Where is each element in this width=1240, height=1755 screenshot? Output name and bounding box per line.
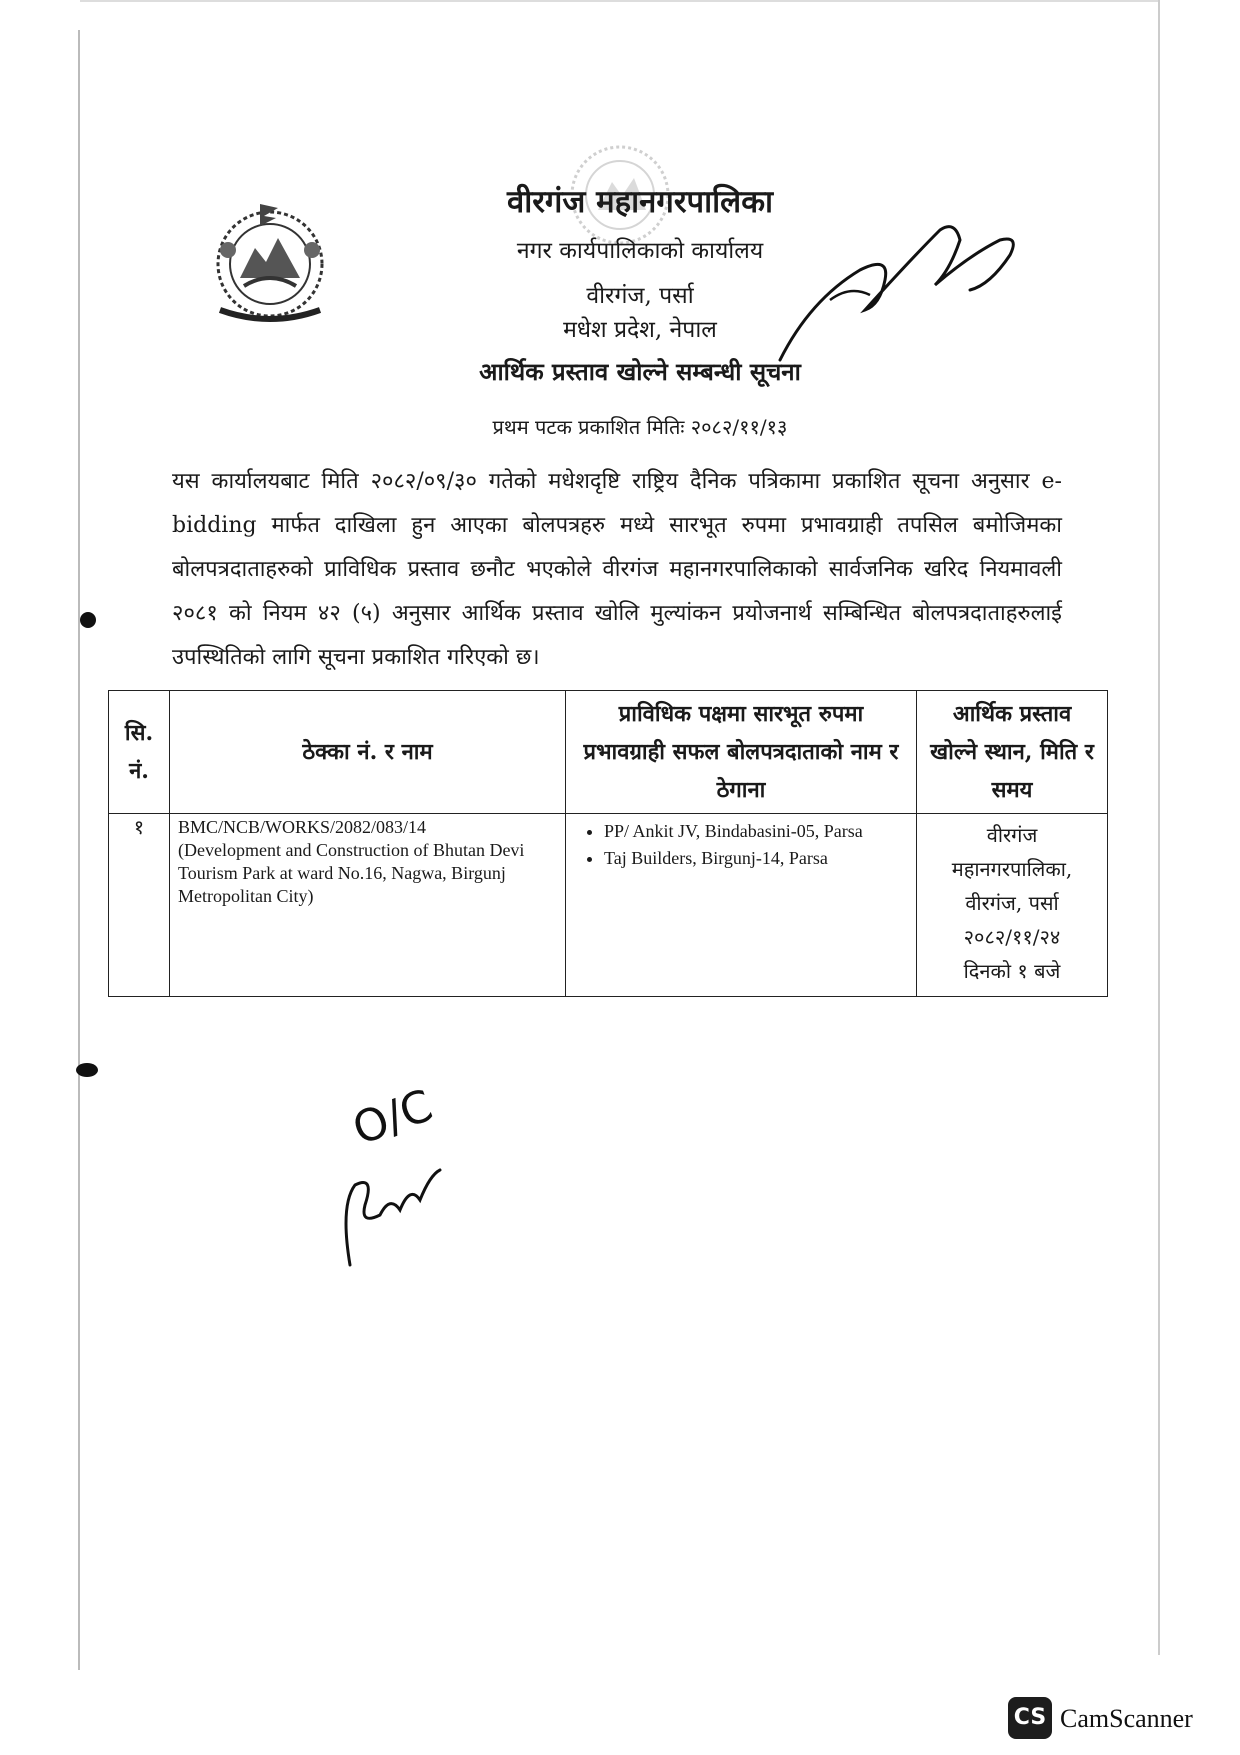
- header-contract: ठेक्का नं. र नाम: [170, 691, 566, 814]
- notice-title: आर्थिक प्रस्ताव खोल्ने सम्बन्धी सूचना: [479, 357, 801, 386]
- bid-opening-table: [108, 690, 1108, 997]
- venue-time: दिनको १ बजे: [963, 959, 1061, 983]
- page-edge-top: [80, 0, 1160, 2]
- notice-body: यस कार्यालयबाट मिति २०८२/०९/३० गतेको मधेशदृष्टि राष्ट्रिय दैनिक पत्रिकामा प्रकाशित सूचना अनुसार e-bidding मार्फत दाखिला हुन आएका बोलपत्रहरु मध्ये सारभूत रुपमा प्रभावग्राही तपसिल बमोजिमका बोलपत्रदाताहरुको प्राविधिक प्रस्ताव छनौट भएकोले वीरगंज महानगरपालिकाको सार्वजनिक खरिद नियमावली २०८१ को नियम ४२ (५) अनुसार आर्थिक प्रस्ताव खोलि मुल्यांकन प्रयोजनार्थ सम्बिन्धित बोलपत्रदाताहरुलाई उपस्थितिको लागि सूचना प्रकाशित गरिएको छ।: [172, 469, 1062, 670]
- handwritten-initials: [320, 1075, 450, 1275]
- office-city: वीरगंज, पर्सा: [586, 283, 694, 309]
- office-province: मधेश प्रदेश, नेपाल: [563, 317, 717, 343]
- header-venue: आर्थिक प्रस्ताव खोल्ने स्थान, मिति र समय: [917, 691, 1108, 814]
- punch-hole-mark: [80, 612, 96, 628]
- header-bidders: प्राविधिक पक्षमा सारभूत रुपमा प्रभावग्राही सफल बोलपत्रदाताको नाम र ठेगाना: [566, 691, 917, 814]
- camscanner-logo: CS: [1008, 1697, 1052, 1739]
- contract-cell: [170, 814, 566, 997]
- table-header-row: [109, 691, 1108, 814]
- bidder-item: • Taj Builders, Birgunj-14, Parsa: [604, 847, 908, 870]
- bidder-item: • PP/ Ankit JV, Bindabasini-05, Parsa: [604, 820, 908, 843]
- table-row: [109, 814, 1108, 997]
- nepal-emblem-icon: [200, 190, 340, 330]
- page-edge-right: [1158, 0, 1160, 1655]
- contract-number: BMC/NCB/WORKS/2082/083/14: [178, 817, 427, 837]
- header-serial-number: सि. नं.: [109, 691, 170, 814]
- bidders-cell: [566, 814, 917, 997]
- svg-text:O/C: O/C: [346, 1079, 440, 1156]
- page-edge-left: [78, 30, 80, 1670]
- camscanner-name: CamScanner: [1060, 1704, 1193, 1733]
- publication-date: प्रथम पटक प्रकाशित मितिः २०८२/११/१३: [492, 415, 788, 439]
- organization-name: वीरगंज महानगरपालिका: [506, 184, 774, 220]
- punch-hole-mark: [76, 1063, 98, 1077]
- handwritten-signature: [770, 200, 1030, 370]
- venue-place: वीरगंज महानगरपालिका, वीरगंज, पर्सा: [951, 823, 1073, 915]
- bidders-list: [574, 820, 908, 870]
- office-name: नगर कार्यपालिकाको कार्यालय: [516, 238, 764, 264]
- venue-date: २०८२/११/२४: [963, 925, 1061, 949]
- serial-number: १: [109, 814, 170, 997]
- venue-cell: [917, 814, 1108, 997]
- contract-name: (Development and Construction of Bhutan Devi Tourism Park at ward No.16, Nagwa, Birgunj Metropolitan City): [178, 840, 525, 906]
